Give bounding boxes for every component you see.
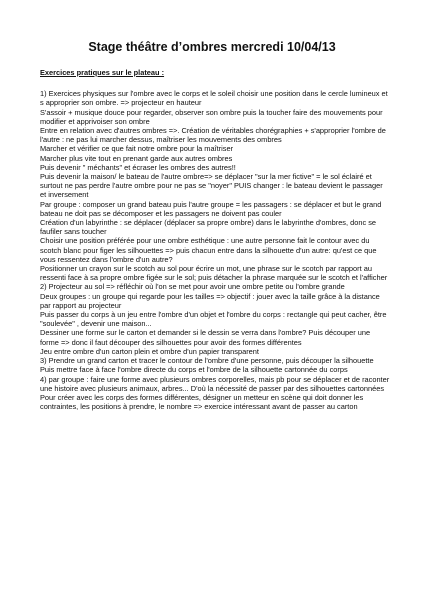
paragraph: 1) Exercices physiques sur l'ombre avec le corps et le soleil choisir une position dans le cercle lumineux et s approprier son ombre. => projecteur en hauteur — [40, 89, 388, 108]
paragraph: Marcher et vérifier ce que fait notre ombre pour la maîtriser — [40, 144, 234, 154]
paragraph: Puis devenir la maison/ le bateau de l'autre ombre=> se déplacer "sur la mer fictive" = le sol éclairé et surtout ne pas perdre l'autre ombre pour ne pas se "noyer" PUIS changer : le bateau devient le passager et inversement — [40, 172, 383, 200]
paragraph: Puis mettre face à face l'ombre directe du corps et l'ombre de la silhouette cartonnée du corps — [40, 365, 348, 375]
paragraph: Choisir une position préférée pour une ombre esthétique : une autre personne fait le contour avec du scotch blanc pour figer les silhouettes => puis chacun entre dans la silhouette d'un autre: qu'est ce que vous ressentez dans l'ombre d'un autre? — [40, 236, 377, 264]
paragraph: Positionner un crayon sur le scotch au sol pour écrire un mot, une phrase sur le scotch par rapport au ressenti face à sa propre ombre figée sur le sol; puis détacher la phrase marquée sur le scotch et l'afficher — [40, 264, 388, 283]
paragraph: 4) par groupe : faire une forme avec plusieurs ombres corporelles, mais pb pour se déplacer et de raconter une histoire avec plusieurs animaux, arbres... D'où la nécessité de passer par des silhouettes cartonnées — [40, 374, 390, 393]
paragraph: Pour créer avec les corps des formes différentes, désigner un metteur en scène qui doit donner les contraintes, les positions à prendre, le nombre => exercice intéressant avant de passer au carton — [40, 392, 364, 412]
document-body — [40, 68, 390, 411]
paragraph: 2) Projecteur au sol => réfléchir où l'on se met pour avoir une ombre petite ou l'ombre grande — [40, 282, 345, 292]
section-heading: Exercices pratiques sur le plateau : — [40, 68, 165, 77]
paragraph: Puis devenir " méchants" et écraser les ombres des autres!! — [40, 162, 236, 172]
paragraph: Deux groupes : un groupe qui regarde pour les tailles => objectif : jouer avec la taille grâce à la distance par rapport au projecteur — [40, 291, 380, 310]
paragraph: Dessiner une forme sur le carton et demander si le dessin se verra dans l'ombre? Puis découper une forme => donc il faut découper des silhouettes pour avoir des formes différentes — [40, 328, 371, 347]
paragraph: Par groupe : composer un grand bateau puis l'autre groupe = les passagers : se déplacer et but le grand bateau ne doit pas se décomposer et les passagers ne doivent pas couler — [40, 199, 382, 218]
paragraph: Jeu entre ombre d'un carton plein et ombre d'un papier transparent — [40, 346, 259, 356]
paragraph: Création d'un labyrinthe : se déplacer (déplacer sa propre ombre) dans le labyrinthe d'ombres, donc se faufiler sans toucher — [40, 218, 376, 237]
paragraph: Puis passer du corps à un jeu entre l'ombre d'un objet et l'ombre du corps : rectangle qui peut cacher, être "soulevée" , devenir une maison... — [40, 310, 387, 329]
paragraph: S'assoir + musique douce pour regarder, observer son ombre puis la toucher faire des mouvements pour modifier et apprivoiser son ombre — [40, 107, 383, 126]
document-title: Stage théâtre d’ombres mercredi 10/04/13 — [88, 40, 336, 54]
paragraph: Marcher plus vite tout en prenant garde aux autres ombres — [40, 153, 233, 163]
paragraph: Entre en relation avec d'autres ombres =>. Création de véritables chorégraphies + s'approprier l'ombre de l'autre : ne pas lui marcher dessus, maîtriser les mouvements des ombres — [40, 126, 386, 145]
paragraph: 3) Prendre un grand carton et tracer le contour de l'ombre d'une personne, puis découper la silhouette — [40, 356, 374, 366]
